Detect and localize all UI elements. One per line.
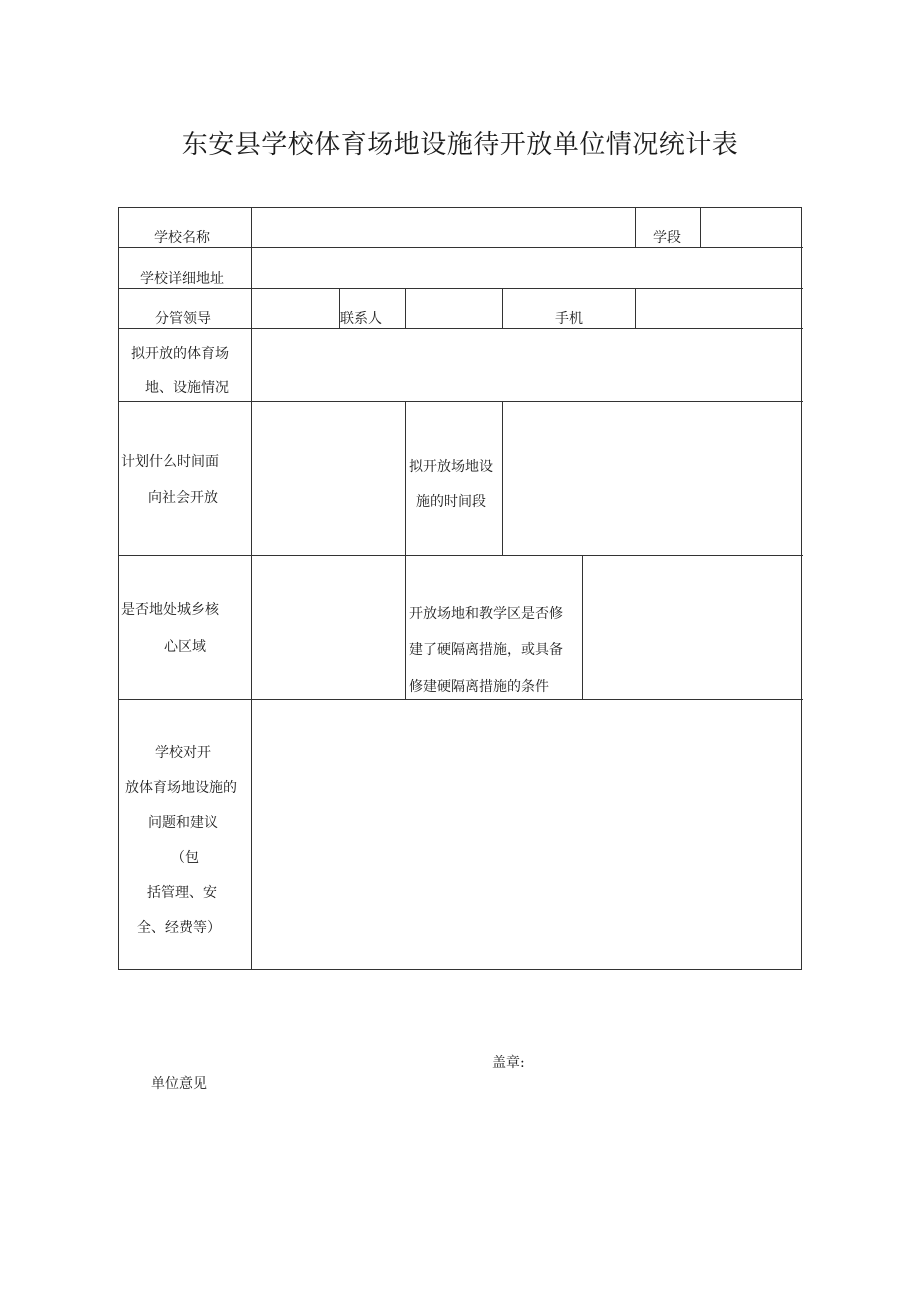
school-name-field[interactable] <box>252 208 635 247</box>
open-period-field[interactable] <box>503 402 802 555</box>
open-time-label-line2: 向社会开放 <box>148 490 218 506</box>
contact-field[interactable] <box>406 289 502 328</box>
leader-label: 分管领导 <box>155 311 211 327</box>
phone-label: 手机 <box>555 311 583 327</box>
open-time-field[interactable] <box>252 402 405 555</box>
school-address-field[interactable] <box>252 248 802 288</box>
document-title: 东安县学校体育场地设施待开放单位情况统计表 <box>181 130 739 160</box>
col-divider <box>502 288 503 328</box>
leader-field[interactable] <box>252 289 339 328</box>
school-stage-field[interactable] <box>701 208 802 247</box>
isolation-label-line2: 建了硬隔离措施，或具备 <box>409 642 563 658</box>
isolation-field[interactable] <box>583 556 802 699</box>
suggestions-label-line6: 全、经费等） <box>137 920 221 936</box>
unit-opinion-label: 单位意见 <box>151 1076 207 1092</box>
contact-label: 联系人 <box>340 311 382 327</box>
statistics-form-table <box>118 207 802 970</box>
urban-core-label-line2: 心区域 <box>164 639 206 655</box>
school-address-label: 学校详细地址 <box>140 271 224 287</box>
open-time-label-line1: 计划什么时间面 <box>121 454 219 470</box>
suggestions-label-line3: 问题和建议 <box>148 815 218 831</box>
facilities-field[interactable] <box>252 329 802 401</box>
facilities-label-line2: 地、设施情况 <box>145 380 229 396</box>
col-divider <box>635 208 636 247</box>
col-divider <box>405 555 406 699</box>
suggestions-field[interactable] <box>252 700 802 970</box>
suggestions-label-line5: 括管理、安 <box>147 885 217 901</box>
open-period-label-line1: 拟开放场地设 <box>409 459 493 475</box>
suggestions-label-line4: （包 <box>171 850 199 866</box>
seal-label: 盖章: <box>492 1055 525 1071</box>
phone-field[interactable] <box>636 289 802 328</box>
facilities-label-line1: 拟开放的体育场 <box>131 346 229 362</box>
urban-core-field[interactable] <box>252 556 405 699</box>
open-period-label-line2: 施的时间段 <box>416 494 486 510</box>
col-divider <box>405 401 406 555</box>
isolation-label-line1: 开放场地和教学区是否修 <box>409 606 563 622</box>
school-name-label: 学校名称 <box>154 230 210 246</box>
suggestions-label-line1: 学校对开 <box>155 745 211 761</box>
suggestions-label-line2: 放体育场地设施的 <box>125 780 237 796</box>
urban-core-label-line1: 是否地处城乡核 <box>121 602 219 618</box>
isolation-label-line3: 修建硬隔离措施的条件 <box>409 679 549 695</box>
school-stage-label: 学段 <box>653 230 681 246</box>
